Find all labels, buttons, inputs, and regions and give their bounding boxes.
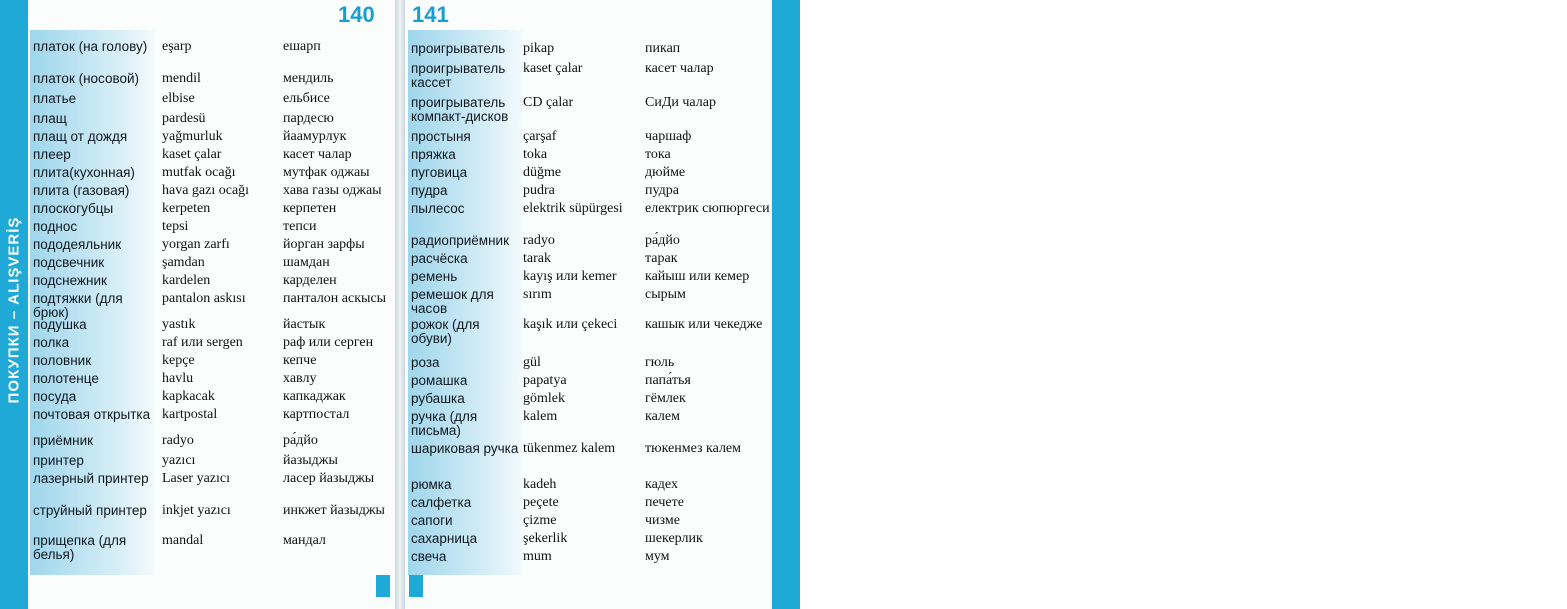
russian-word: рюмка	[411, 477, 452, 492]
transcription: ешарп	[283, 39, 321, 54]
turkish-word: pantalon askısı	[162, 291, 246, 306]
turkish-word: çizme	[523, 513, 557, 528]
turkish-word: gömlek	[523, 391, 565, 406]
transcription: тарак	[645, 251, 678, 266]
transcription: мендиль	[283, 71, 334, 86]
russian-word: радиоприёмник	[411, 233, 509, 248]
transcription: гёмлек	[645, 391, 686, 406]
russian-word: подснежник	[33, 273, 107, 288]
turkish-word: kalem	[523, 409, 558, 424]
turkish-word: pardesü	[162, 111, 206, 126]
transcription: йорган зарфы	[283, 237, 365, 252]
turkish-word: CD çalar	[523, 95, 574, 110]
transcription: ельбисе	[283, 91, 330, 106]
russian-word: плащ от дождя	[33, 129, 128, 144]
transcription: калем	[645, 409, 680, 424]
transcription: панталон аскысы	[283, 291, 387, 306]
russian-word: сахарница	[411, 531, 478, 546]
transcription: карделен	[283, 273, 337, 288]
russian-word: ремешок для часов	[411, 287, 494, 316]
turkish-word: şamdan	[162, 255, 205, 270]
transcription: картпостал	[283, 407, 350, 422]
transcription: печете	[645, 495, 684, 510]
bookmark-icon	[376, 575, 390, 597]
turkish-word: eşarp	[162, 39, 192, 54]
transcription: чизме	[645, 513, 680, 528]
russian-word: плита (газовая)	[33, 183, 130, 198]
russian-word: роза	[411, 355, 440, 370]
russian-word: пудра	[411, 183, 448, 198]
transcription: хава газы оджаы	[283, 183, 382, 198]
russian-word: рожок (для обуви)	[411, 317, 480, 346]
turkish-word: tarak	[523, 251, 551, 266]
transcription: ра́дйо	[283, 433, 318, 448]
transcription: капкаджак	[283, 389, 346, 404]
russian-word: подтяжки (для брюк)	[33, 291, 123, 320]
transcription: кайыш или кемер	[645, 269, 750, 284]
transcription: инкжет йазыджы	[283, 503, 385, 518]
turkish-word: gül	[523, 355, 541, 370]
turkish-word: havlu	[162, 371, 194, 386]
transcription: тепси	[283, 219, 317, 234]
turkish-word: kartpostal	[162, 407, 218, 422]
transcription: пардесю	[283, 111, 334, 126]
russian-word: струйный принтер	[33, 503, 147, 518]
transcription: ра́дйо	[645, 233, 680, 248]
book-spine	[395, 0, 405, 609]
russian-word: плоскогубцы	[33, 201, 114, 216]
turkish-word: hava gazı ocağı	[162, 183, 250, 198]
russian-word: проигрыватель	[411, 41, 506, 56]
transcription: касет чалар	[283, 147, 352, 162]
russian-word: лазерный принтер	[33, 471, 149, 486]
transcription: пикап	[645, 41, 681, 56]
transcription: раф или серген	[283, 335, 374, 350]
turkish-word: kapkacak	[162, 389, 215, 404]
russian-word: проигрыватель кассет	[411, 61, 506, 90]
turkish-word: yorgan zarfı	[162, 237, 230, 252]
turkish-word: elbise	[162, 91, 195, 106]
russian-word: ремень	[411, 269, 458, 284]
transcription: касет чалар	[645, 61, 714, 76]
turkish-word: kardelen	[162, 273, 211, 288]
russian-word: прищепка (для белья)	[33, 533, 127, 562]
turkish-word: pudra	[523, 183, 555, 198]
russian-word: плащ	[33, 111, 67, 126]
transcription: ласер йазыджы	[283, 471, 375, 486]
russian-word: рубашка	[411, 391, 465, 406]
russian-word: пряжка	[411, 147, 456, 162]
transcription: пудра	[645, 183, 679, 198]
russian-word: платок (на голову)	[33, 39, 148, 54]
turkish-word: kepçe	[162, 353, 195, 368]
side-tab-right	[772, 0, 1567, 609]
russian-word: ромашка	[411, 373, 468, 388]
russian-word: подсвечник	[33, 255, 105, 270]
russian-word: пылесос	[411, 201, 465, 216]
russian-word: ручка (для письма)	[411, 409, 478, 438]
russian-word: приёмник	[33, 433, 94, 448]
russian-word: почтовая открытка	[33, 407, 151, 422]
russian-word: поднос	[33, 219, 78, 234]
turkish-word: papatya	[523, 373, 567, 388]
transcription: керпетен	[283, 201, 337, 216]
transcription: шекерлик	[645, 531, 703, 546]
turkish-word: radyo	[523, 233, 555, 248]
turkish-word: peçete	[523, 495, 559, 510]
russian-word: половник	[33, 353, 92, 368]
transcription: мум	[645, 549, 670, 564]
transcription: гюль	[645, 355, 675, 370]
russian-word: пододеяльник	[33, 237, 122, 252]
turkish-word: inkjet yazıcı	[162, 503, 231, 518]
transcription: кепче	[283, 353, 317, 368]
transcription: електрик сюпюргеси	[645, 201, 770, 216]
russian-word: подушка	[33, 317, 87, 332]
transcription: тюкенмез калем	[645, 441, 741, 456]
turkish-word: tükenmez kalem	[523, 441, 616, 456]
side-tab-left	[0, 0, 28, 609]
transcription: сырым	[645, 287, 686, 302]
turkish-word: kaşık или çekeci	[523, 317, 618, 332]
turkish-word: pikap	[523, 41, 555, 56]
side-label-left: ПОКУПКИ – ALIŞVERİŞ	[5, 216, 23, 404]
turkish-word: yazıcı	[162, 453, 196, 468]
turkish-word: raf или sergen	[162, 335, 243, 350]
transcription: шамдан	[283, 255, 330, 270]
turkish-word: şekerlik	[523, 531, 568, 546]
transcription: кашык или чекедже	[645, 317, 763, 332]
transcription: мандал	[283, 533, 326, 548]
russian-word: сапоги	[411, 513, 453, 528]
side-label-right: ПОКУПКИ – ALIŞVERİŞ	[1549, 216, 1567, 404]
russian-word: полотенце	[33, 371, 99, 386]
bookmark-icon	[409, 575, 423, 597]
turkish-word: mutfak ocağı	[162, 165, 236, 180]
turkish-word: toka	[523, 147, 548, 162]
transcription: чаршаф	[645, 129, 692, 144]
transcription: тока	[645, 147, 671, 162]
transcription: хавлу	[283, 371, 317, 386]
page-number-right: 141	[412, 2, 449, 27]
turkish-word: mendil	[162, 71, 201, 86]
turkish-word: kerpeten	[162, 201, 211, 216]
russian-word: полка	[33, 335, 70, 350]
transcription: дюйме	[645, 165, 686, 180]
turkish-word: Laser yazıcı	[162, 471, 231, 486]
russian-word: платок (носовой)	[33, 71, 140, 86]
turkish-word: radyo	[162, 433, 194, 448]
russian-word: свеча	[411, 549, 447, 564]
turkish-word: çarşaf	[523, 129, 557, 144]
turkish-word: kaset çalar	[162, 147, 222, 162]
transcription: йастык	[283, 317, 326, 332]
turkish-word: tepsi	[162, 219, 189, 234]
transcription: йазыджы	[283, 453, 338, 468]
russian-word: салфетка	[411, 495, 472, 510]
russian-word: проигрыватель компакт-дисков	[411, 95, 509, 124]
transcription: кадех	[645, 477, 678, 492]
russian-word: расчёска	[411, 251, 468, 266]
turkish-word: kadeh	[523, 477, 557, 492]
russian-word: пуговица	[411, 165, 468, 180]
russian-word: шариковая ручка	[411, 441, 519, 456]
turkish-word: yağmurluk	[162, 129, 223, 144]
turkish-word: mum	[523, 549, 552, 564]
turkish-word: kayış или kemer	[523, 269, 617, 284]
russian-word: простыня	[411, 129, 471, 144]
russian-word: платье	[33, 91, 77, 106]
turkish-word: kaset çalar	[523, 61, 583, 76]
turkish-word: düğme	[523, 165, 562, 180]
transcription: папа́тья	[645, 373, 691, 388]
russian-word: плеер	[33, 147, 71, 162]
russian-word: принтер	[33, 453, 84, 468]
transcription: СиДи чалар	[645, 95, 716, 110]
turkish-word: yastık	[162, 317, 196, 332]
turkish-word: mandal	[162, 533, 204, 548]
transcription: йаамурлук	[283, 129, 347, 144]
page-number-left: 140	[338, 2, 375, 27]
russian-word: плита(кухонная)	[33, 165, 135, 180]
transcription: мутфак оджаы	[283, 165, 370, 180]
turkish-word: elektrik süpürgesi	[523, 201, 623, 216]
russian-word: посуда	[33, 389, 77, 404]
turkish-word: sırım	[523, 287, 552, 302]
